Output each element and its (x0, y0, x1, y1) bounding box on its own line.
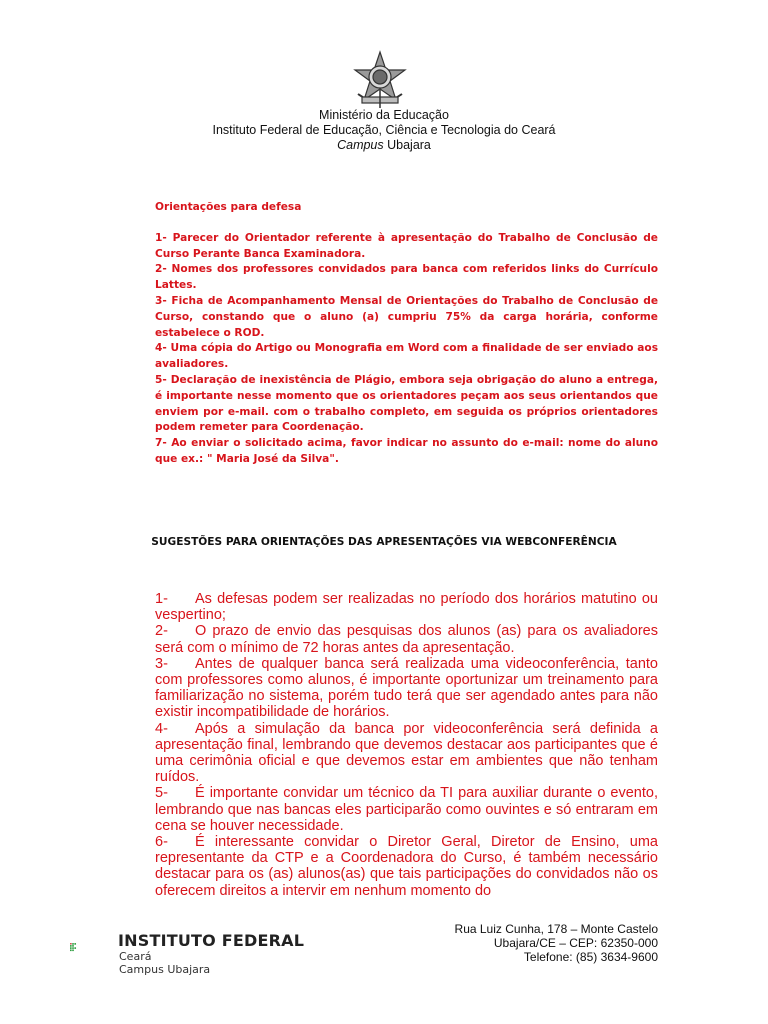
suggestion-number: 3- (155, 655, 168, 672)
logo-campus: Campus Ubajara (119, 963, 211, 976)
brazil-coat-of-arms-icon (348, 50, 412, 112)
campus-name: Ubajara (383, 138, 431, 152)
suggestion-item (155, 591, 658, 623)
suggestion-item (155, 785, 658, 834)
guideline-item: 5- Declaração de inexistência de Plágio, embora seja obrigação do aluno a entrega, é importante nesse momento que os orientadores peçam aos seus orientandos que enviem por e-mail. com o trabalho completo, em seguida os próprios orientadores podem remeter para Coordenação. (155, 373, 658, 434)
suggestion-text: Após a simulação da banca por videoconferência será definida a apresentação final, lembrando que devemos destacar aos participantes que é uma cerimônia oficial e que devemos estar em ambientes que não tenham ruídos. (155, 720, 658, 786)
suggestion-text: É interessante convidar o Diretor Geral, Diretor de Ensino, uma representante da CTP e a Coordenadora do Curso, é também necessário destacar para os (as) alunos(as) que tais participações do convidados não os oferecem direitos a intervir em nenhum momento do (155, 834, 658, 899)
suggestion-item (155, 656, 658, 721)
suggestion-number: 6- (155, 834, 168, 851)
suggestion-item (155, 721, 658, 786)
suggestion-number: 1- (155, 591, 168, 607)
webconference-suggestions-section (155, 591, 658, 911)
suggestion-text: O prazo de envio das pesquisas dos alunos (as) para os avaliadores será com o mínimo de 72 horas antes da apresentação. (155, 623, 658, 656)
suggestion-text: As defesas podem ser realizadas no período dos horários matutino ou vespertino; (155, 591, 658, 624)
suggestion-number: 4- (155, 720, 168, 737)
logo-title: INSTITUTO FEDERAL (118, 931, 305, 950)
campus-line (0, 138, 768, 153)
suggestion-item (155, 834, 658, 899)
address-phone: Telefone: (85) 3634-9600 (523, 950, 658, 964)
guideline-item: 1- Parecer do Orientador referente à apresentação do Trabalho de Conclusão de Curso Perante Banca Examinadora. (155, 231, 658, 260)
ministry-name: Ministério da Educação (319, 108, 449, 122)
guideline-item: 7- Ao enviar o solicitado acima, favor indicar no assunto do e-mail: nome do aluno que ex.: " Maria José da Silva". (155, 437, 658, 465)
suggestion-text: Antes de qualquer banca será realizada uma videoconferência, tanto com professores como alunos, é importante oportunizar um treinamento para familiarização no sistema, porém tudo terá que ser agendado antes para não existir incompatibilidade de horários. (155, 655, 658, 721)
guideline-item: 2- Nomes dos professores convidados para banca com referidos links do Currículo Lattes. (155, 263, 658, 292)
address-street: Rua Luiz Cunha, 178 – Monte Castelo (454, 922, 658, 936)
institute-name: Instituto Federal de Educação, Ciência e Tecnologia do Ceará (212, 123, 556, 137)
campus-label: Campus (337, 138, 384, 152)
guideline-item: 4- Uma cópia do Artigo ou Monografia em Word com a finalidade de ser enviado aos avaliadores. (155, 342, 658, 371)
instituto-federal-logo-icon (70, 922, 112, 974)
guideline-item: 3- Ficha de Acompanhamento Mensal de Orientações do Trabalho de Conclusão de Curso, constando que o aluno (a) cumpriu 75% da carga horária, conforme estabelece o ROD. (155, 294, 658, 339)
footer-address (455, 922, 658, 964)
suggestion-number: 2- (155, 623, 168, 640)
logo-state: Ceará (119, 950, 152, 963)
suggestion-number: 5- (155, 785, 168, 802)
defense-guidelines-title: Orientações para defesa (155, 201, 302, 213)
defense-guidelines-section (155, 200, 658, 468)
suggestion-item (155, 623, 658, 655)
logo-subtitle (119, 950, 210, 976)
webconference-heading: SUGESTÕES PARA ORIENTAÇÕES DAS APRESENTAÇÕES VIA WEBCONFERÊNCIA (151, 536, 617, 548)
address-city: Ubajara/CE – CEP: 62350-000 (493, 936, 658, 950)
suggestion-text: É importante convidar um técnico da TI para auxiliar durante o evento, lembrando que nas bancas eles participarão como ouvintes e só entraram em cena se houver necessidade. (155, 785, 658, 834)
document-header (0, 108, 768, 153)
